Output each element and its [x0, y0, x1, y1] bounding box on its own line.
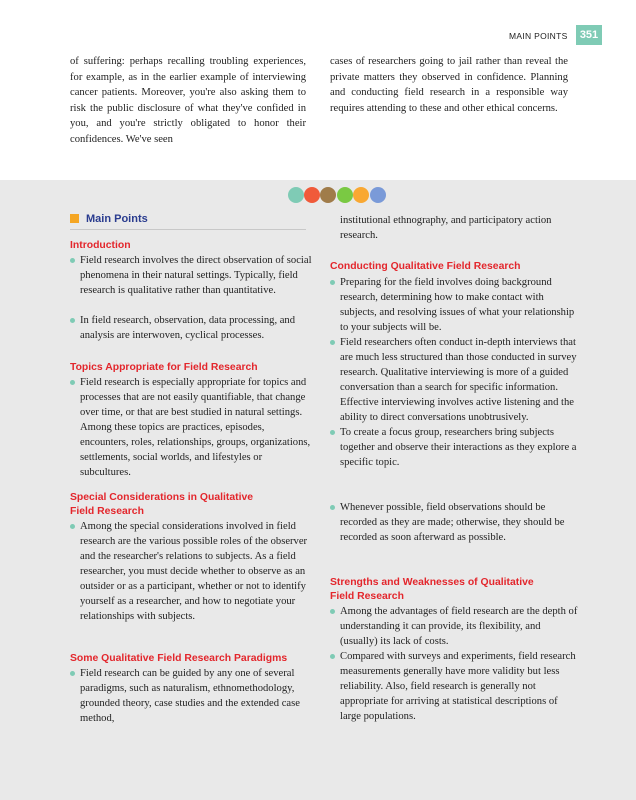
- section-heading: Topics Appropriate for Field Research: [70, 362, 258, 373]
- main-points-label: Main Points: [86, 213, 148, 225]
- main-points-title: [70, 213, 306, 230]
- dot-blue: [370, 187, 386, 203]
- section-heading: Strengths and Weaknesses of Qualitative Field Research: [330, 577, 534, 602]
- dot-red: [304, 187, 320, 203]
- bullet: Whenever possible, field observations should be recorded as they are made; otherwise, they should be recorded as soon afterward as possible.: [330, 500, 580, 545]
- dot-green: [337, 187, 353, 203]
- dot-teal: [288, 187, 304, 203]
- bullet: To create a focus group, researchers bring subjects together and observe their interactions as they explore a specific topic.: [330, 425, 580, 470]
- bullet: Preparing for the field involves doing background research, determining how to make contact with subjects, and resolving issues of what your relationship to your subjects will be.: [330, 275, 580, 335]
- bullet: In field research, observation, data processing, and analysis are interwoven, cyclical processes.: [70, 313, 312, 343]
- bullet: Field research can be guided by any one of several paradigms, such as naturalism, ethnomethodology, grounded theory, case studies and the extended case method,: [70, 666, 302, 726]
- dot-orange: [353, 187, 369, 203]
- body-text-left: of suffering: perhaps recalling troubling experiences, for example, as in the earlier example of interviewing cancer patients. Moreover, you're also asking them to risk the public disclosure of what they've confided in you, and you're strictly obligated to honor their confidences. We've seen: [70, 56, 306, 145]
- section-heading: Conducting Qualitative Field Research: [330, 261, 521, 272]
- page-number: 351: [576, 25, 602, 45]
- body-text-right: cases of researchers going to jail rather than reveal the private matters they observed in confidence. Planning and conducting field research in a responsible way requires attending to these and other ethical concerns.: [330, 56, 568, 114]
- bullet: Field researchers often conduct in-depth interviews that are much less structured than those conducted in survey research. Qualitative interviewing is more of a guided conversation than a search for specific information. Effective interviewing involves active listening and the ability to direct conversations unobtrusively.: [330, 335, 580, 425]
- section-heading: Special Considerations in Qualitative Field Research: [70, 492, 254, 517]
- dot-brown: [320, 187, 336, 203]
- bullet: Among the advantages of field research are the depth of understanding it can provide, its flexibility, and (usually) its lack of costs.: [330, 604, 580, 649]
- section-heading: Some Qualitative Field Research Paradigms: [70, 653, 288, 664]
- bullet: Field research is especially appropriate for topics and processes that are not easily quantifiable, that change over time, or that are best studied in natural settings. Among these topics are practices, episodes, encounters, roles, relationships, groups, organizations, settlements, social worlds, and lifestyles or subcultures.: [70, 375, 312, 480]
- continuation-text: institutional ethnography, and participatory action research.: [340, 215, 552, 241]
- bullet: Compared with surveys and experiments, field research measurements generally have more validity but less reliability. Also, field research is generally not appropriate for arriving at statistical descriptions of large populations.: [330, 649, 580, 724]
- running-head: MAIN POINTS: [509, 31, 568, 41]
- square-icon: [70, 214, 79, 223]
- section-heading: Introduction: [70, 240, 131, 251]
- bullet: Among the special considerations involved in field research are the various possible roles of the observer and the researcher's relations to subjects. As a field researcher, you must decide whether to observe as an outsider or as a participant, whether or not to identify yourself as a researcher, and how to negotiate your relationships with subjects.: [70, 519, 312, 624]
- bullet: Field research involves the direct observation of social phenomena in their natural settings. Typically, field research is qualitative rather than quantitative.: [70, 253, 312, 298]
